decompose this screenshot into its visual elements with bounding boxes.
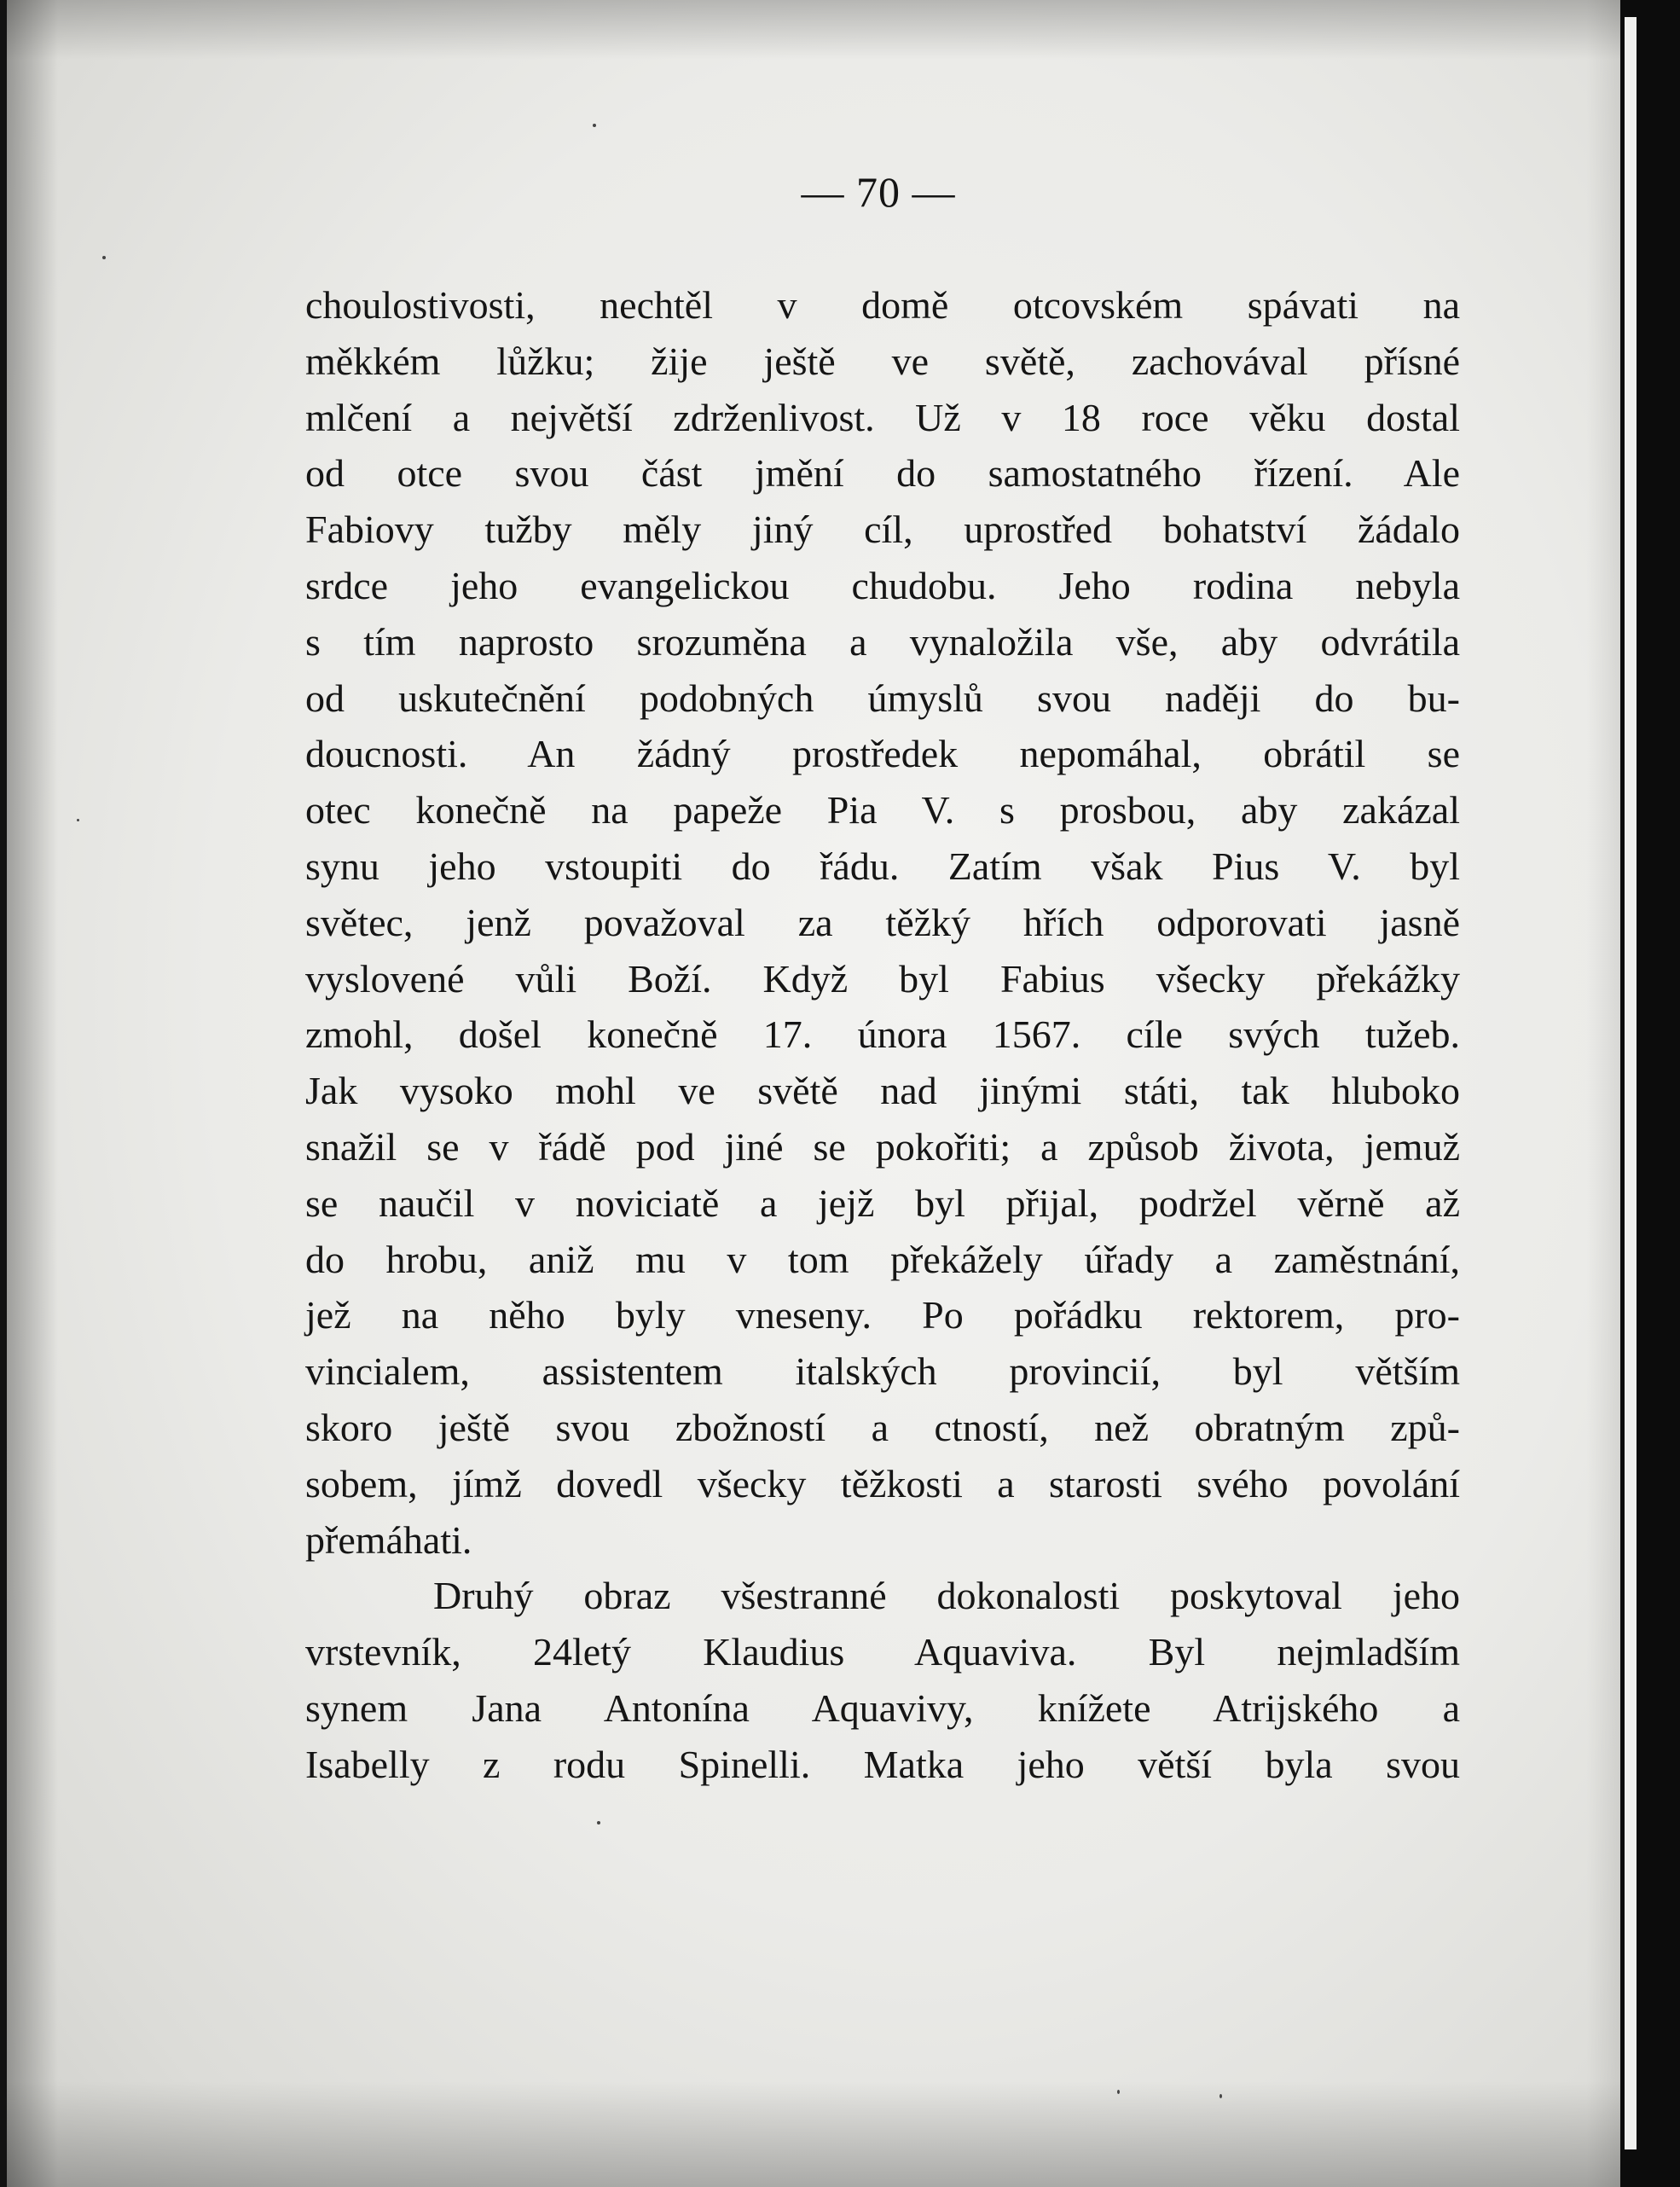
text-line: Jak vysoko mohl ve světě nad jinými státi, tak hluboko [305, 1069, 1460, 1113]
text-line: s tím naprosto srozuměna a vynaložila vše, aby odvrátila [305, 619, 1460, 664]
text-line: od otce svou část jmění do samostatného řízení. Ale [305, 451, 1460, 496]
paragraph [305, 277, 1460, 1568]
text-line: synem Jana Antonína Aquavivy, knížete Atrijského a [305, 1685, 1460, 1730]
scan-speck [1219, 2094, 1222, 2098]
page-number: — 70 — [801, 168, 956, 216]
text-line: vyslovené vůli Boží. Když byl Fabius všecky překážky [305, 956, 1460, 1001]
page-bottom-shadow [7, 2081, 1654, 2187]
body-text [305, 277, 1460, 1793]
text-line: snažil se v řádě pod jiné se pokořiti; a způsob života, jemuž [305, 1124, 1460, 1169]
scan-speck [102, 256, 106, 259]
paragraph [305, 1568, 1460, 1792]
text-line: Isabelly z rodu Spinelli. Matka jeho větší byla svou [305, 1742, 1460, 1786]
text-line: vincialem, assistentem italských provincií, byl větším [305, 1349, 1460, 1394]
scan-speck [1117, 2090, 1120, 2094]
text-line: od uskutečnění podobných úmyslů svou naději do bu- [305, 676, 1460, 720]
text-line: přemáhati. [305, 1517, 472, 1562]
text-line: do hrobu, aniž mu v tom překážely úřady a zaměstnání, [305, 1237, 1460, 1281]
text-line: Fabiovy tužby měly jiný cíl, uprostřed bohatství žádalo [305, 508, 1460, 552]
scan-speck [77, 819, 79, 821]
text-line: sobem, jímž dovedl všecky těžkosti a starosti svého povolání [305, 1461, 1460, 1505]
text-line: doucnosti. An žádný prostředek nepomáhal, obrátil se [305, 732, 1460, 776]
text-line: srdce jeho evangelickou chudobu. Jeho rodina nebyla [305, 563, 1460, 607]
scan-speck [597, 1821, 600, 1824]
page-top-shadow [7, 0, 1654, 60]
text-line: skoro ještě svou zbožností a ctností, než obratným způ- [305, 1405, 1460, 1449]
text-line: světec, jenž považoval za těžký hřích odporovati jasně [305, 900, 1460, 944]
text-line: otec konečně na papeže Pia V. s prosbou, aby zakázal [305, 788, 1460, 832]
text-line: měkkém lůžku; žije ještě ve světě, zachovával přísné [305, 339, 1460, 383]
scan-speck [593, 124, 596, 127]
text-line: jež na něho byly vneseny. Po pořádku rektorem, pro- [305, 1293, 1460, 1337]
text-line: synu jeho vstoupiti do řádu. Zatím však Pius V. byl [305, 844, 1460, 888]
text-line: zmohl, došel konečně 17. února 1567. cíle svých tužeb. [305, 1012, 1460, 1057]
text-line: se naučil v noviciatě a jejž byl přijal, podržel věrně až [305, 1181, 1460, 1225]
text-line: Druhý obraz všestranné dokonalosti poskytoval jeho [433, 1574, 1460, 1618]
adjacent-page-strip [1625, 17, 1637, 2149]
text-line: choulostivosti, nechtěl v domě otcovském spávati na [305, 283, 1460, 327]
text-line: vrstevník, 24letý Klaudius Aquaviva. Byl nejmladším [305, 1630, 1460, 1674]
page-left-shadow [7, 0, 58, 2187]
text-line: mlčení a největší zdrženlivost. Už v 18 roce věku dostal [305, 395, 1460, 439]
